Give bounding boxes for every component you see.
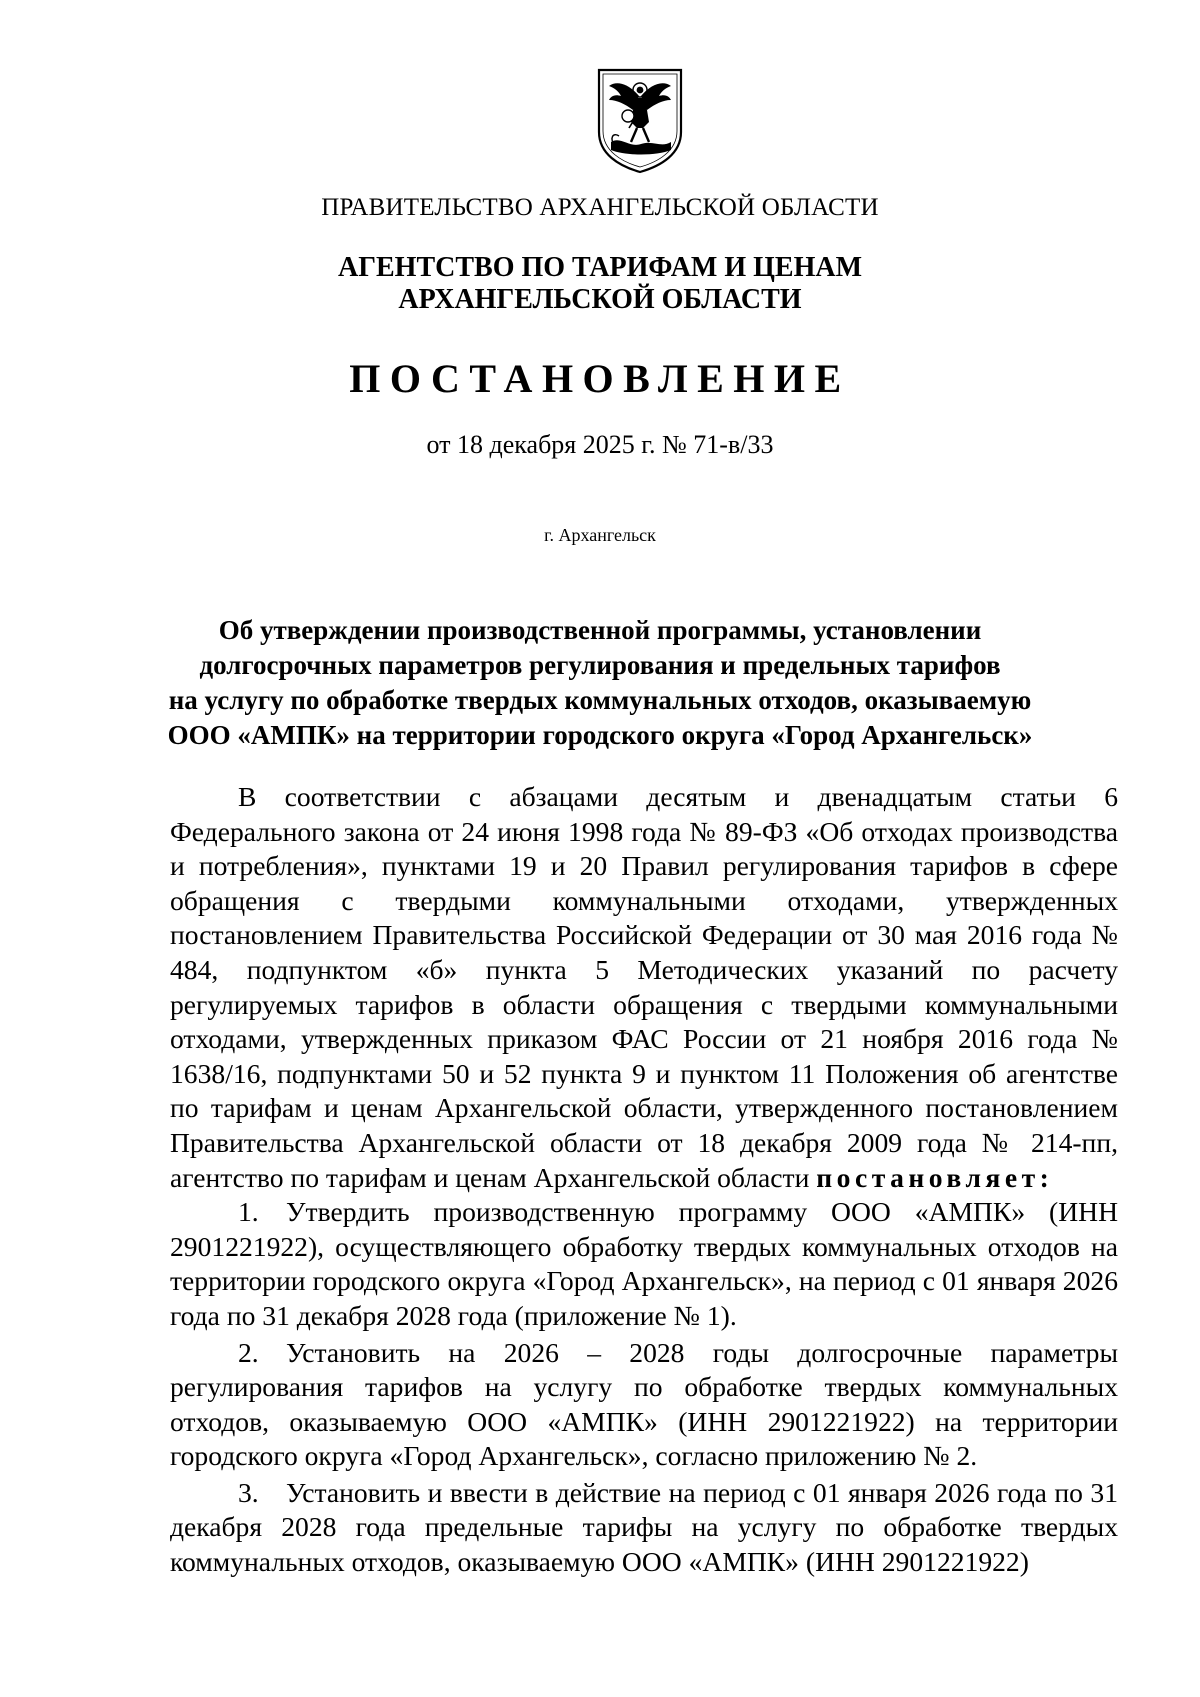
preamble-text: В соответствии с абзацами десятым и двенадцатым статьи 6 Федерального закона от 24 июня 1998 года № 89-ФЗ «Об отходах производства и потребления», пунктами 19 и 20 Правил регулирования тарифов в сфере обращения с твердыми коммунальными отходами, утвержденных постановлением Правительства Российской Федерации от 30 мая 2016 года № 484, подпунктом «б» пункта 5 Методических указаний по расчету регулируемых тарифов в области обращения с твердыми коммунальными отходами, утвержденных приказом ФАС России от 21 ноября 2016 года № 1638/16, подпунктами 50 и 52 пункта 9 и пунктом 11 Положения об агентстве по тарифам и ценам Архангельской области, утвержденного постановлением Правительства Архангельской области от 18 декабря 2009 года № 214-пп, агентство по тарифам и ценам Архангельской области — [170, 781, 1118, 1193]
item-number: 1. — [238, 1196, 259, 1228]
item-number: 2. — [238, 1336, 259, 1368]
list-item — [170, 1195, 1118, 1333]
document-title — [0, 613, 1200, 753]
title-line-2: долгосрочных параметров регулирования и предельных тарифов — [199, 650, 1001, 680]
item-text: Установить и ввести в действие на период с 01 января 2026 года по 31 декабря 2028 года предельные тарифы на услугу по обработке твердых коммунальных отходов, оказываемую ООО «АМПК» (ИНН 2901221922) — [170, 1476, 1118, 1578]
title-line-1: Об утверждении производственной программы, установлении — [218, 615, 982, 645]
preamble-paragraph — [170, 780, 1118, 1195]
agency-heading-line-1: АГЕНТСТВО ПО ТАРИФАМ И ЦЕНАМ — [337, 252, 863, 283]
item-text: Установить на 2026 – 2028 годы долгосрочные параметры регулирования тарифов на услугу по обработке твердых коммунальных отходов, оказываемую ООО «АМПК» (ИНН 2901221922) на территории городского округа «Город Архангельск», согласно приложению № 2. — [170, 1336, 1118, 1472]
resolves-keyword: постановляет: — [816, 1161, 1054, 1193]
list-item — [170, 1476, 1118, 1580]
document-city: г. Архангельск — [544, 525, 656, 545]
item-number: 3. — [238, 1476, 259, 1508]
title-line-4: ООО «АМПК» на территории городского округа «Город Архангельск» — [167, 720, 1033, 750]
agency-heading — [0, 252, 1200, 316]
list-item — [170, 1336, 1118, 1474]
document-date-number: от 18 декабря 2025 г. № 71-в/33 — [426, 430, 774, 459]
document-type: ПОСТАНОВЛЕНИЕ — [349, 356, 851, 401]
title-line-3: на услугу по обработке твердых коммунальных отходов, оказываемую — [168, 685, 1032, 715]
government-heading: ПРАВИТЕЛЬСТВО АРХАНГЕЛЬСКОЙ ОБЛАСТИ — [321, 194, 879, 221]
archangel-coat-of-arms-icon — [595, 66, 685, 174]
document-body — [170, 780, 1118, 1580]
item-text: Утвердить производственную программу ООО «АМПК» (ИНН 2901221922), осуществляющего обработку твердых коммунальных отходов на территории городского округа «Город Архангельск», на период с 01 января 2026 года по 31 декабря 2028 года (приложение № 1). — [170, 1196, 1118, 1331]
agency-heading-line-2: АРХАНГЕЛЬСКОЙ ОБЛАСТИ — [398, 284, 802, 315]
